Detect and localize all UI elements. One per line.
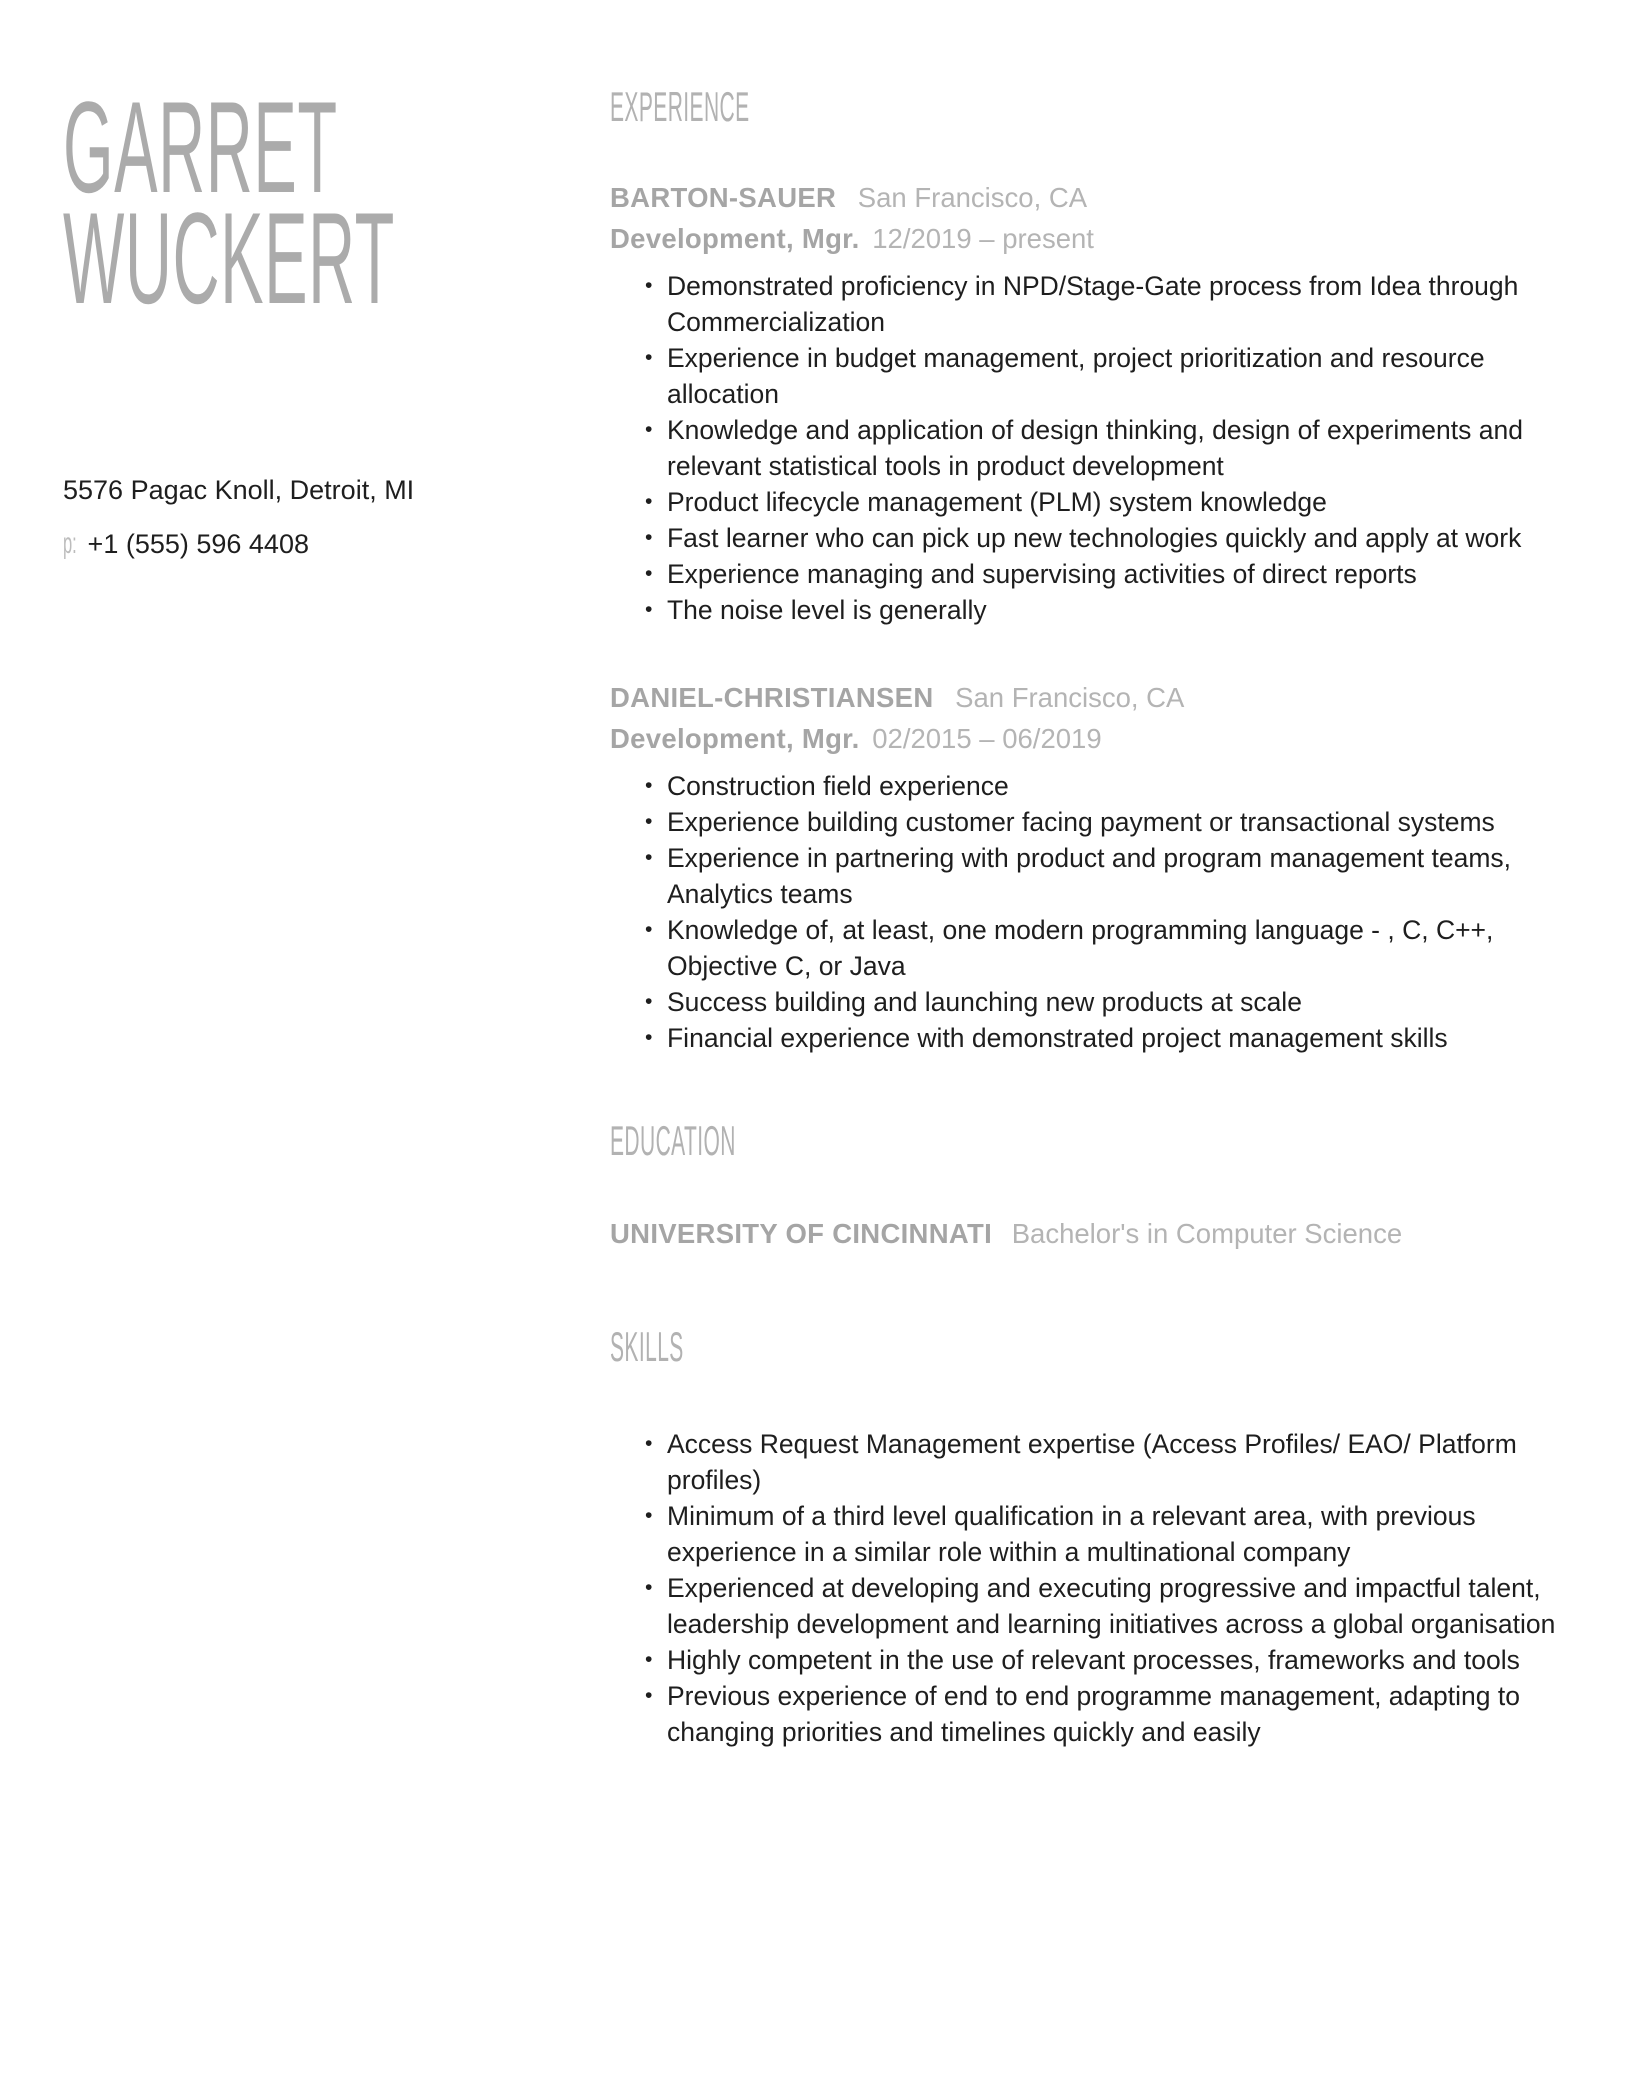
bullet-item: • The noise level is generally	[610, 592, 1595, 628]
job-header	[610, 682, 1595, 714]
job-meta	[610, 223, 1595, 255]
company-name: DANIEL-CHRISTIANSEN	[610, 682, 934, 713]
bullet-item: • Highly competent in the use of relevant processes, frameworks and tools	[610, 1642, 1595, 1678]
bullet-item: • Access Request Management expertise (Access Profiles/ EAO/ Platform profiles)	[610, 1426, 1595, 1498]
contact-address: 5576 Pagac Knoll, Detroit, MI	[63, 475, 415, 505]
job-header	[610, 182, 1595, 214]
bullet-item: • Demonstrated proficiency in NPD/Stage-Gate process from Idea through Commercialization	[610, 268, 1595, 340]
bullet-item: • Experience managing and supervising activities of direct reports	[610, 556, 1595, 592]
candidate-name	[63, 74, 395, 331]
job-bullet-list	[610, 268, 1595, 628]
bullet-item: • Experienced at developing and executing progressive and impactful talent, leadership development and learning initiatives across a global organisation	[610, 1570, 1595, 1642]
bullet-item: • Experience in partnering with product and program management teams, Analytics teams	[610, 840, 1595, 912]
bullet-item: • Knowledge and application of design thinking, design of experiments and relevant statistical tools in product development	[610, 412, 1595, 484]
left-column	[63, 0, 583, 559]
candidate-last-name: WUCKERT	[63, 184, 395, 331]
job-entry	[610, 682, 1595, 1056]
degree: Bachelor's in Computer Science	[1011, 1218, 1403, 1249]
contact-phone	[63, 529, 583, 559]
phone-number: +1 (555) 596 4408	[87, 529, 309, 559]
bullet-item: • Success building and launching new products at scale	[610, 984, 1595, 1020]
bullet-item: • Minimum of a third level qualification in a relevant area, with previous experience in a similar role within a multinational company	[610, 1498, 1595, 1570]
job-entry	[610, 182, 1595, 628]
skills-bullet-list	[610, 1426, 1595, 1750]
job-location: San Francisco, CA	[955, 682, 1185, 713]
bullet-item: • Previous experience of end to end programme management, adapting to changing priorities and timelines quickly and easily	[610, 1678, 1595, 1750]
education-entry	[610, 1218, 1595, 1250]
right-column	[610, 0, 1595, 1750]
candidate-first-name: GARRET	[63, 74, 338, 220]
job-meta	[610, 723, 1595, 755]
bullet-item: • Experience building customer facing payment or transactional systems	[610, 804, 1595, 840]
job-role: Development, Mgr.	[610, 223, 860, 254]
phone-label: p:	[63, 527, 77, 560]
job-bullet-list	[610, 768, 1595, 1056]
bullet-item: • Financial experience with demonstrated project management skills	[610, 1020, 1595, 1056]
job-dates: 12/2019 – present	[872, 223, 1094, 254]
bullet-item: • Construction field experience	[610, 768, 1595, 804]
company-name: BARTON-SAUER	[610, 182, 837, 213]
job-dates: 02/2015 – 06/2019	[872, 723, 1102, 754]
bullet-item: • Fast learner who can pick up new technologies quickly and apply at work	[610, 520, 1595, 556]
experience-section-heading: EXPERIENCE	[610, 83, 750, 130]
job-location: San Francisco, CA	[857, 182, 1088, 213]
school-name: UNIVERSITY OF CINCINNATI	[610, 1218, 993, 1249]
education-section-heading: EDUCATION	[610, 1117, 736, 1164]
job-role: Development, Mgr.	[610, 723, 860, 754]
bullet-item: • Product lifecycle management (PLM) system knowledge	[610, 484, 1595, 520]
bullet-item: • Experience in budget management, project prioritization and resource allocation	[610, 340, 1595, 412]
bullet-item: • Knowledge of, at least, one modern programming language - , C, C++, Objective C, or Java	[610, 912, 1595, 984]
skills-section-heading: SKILLS	[610, 1323, 684, 1370]
